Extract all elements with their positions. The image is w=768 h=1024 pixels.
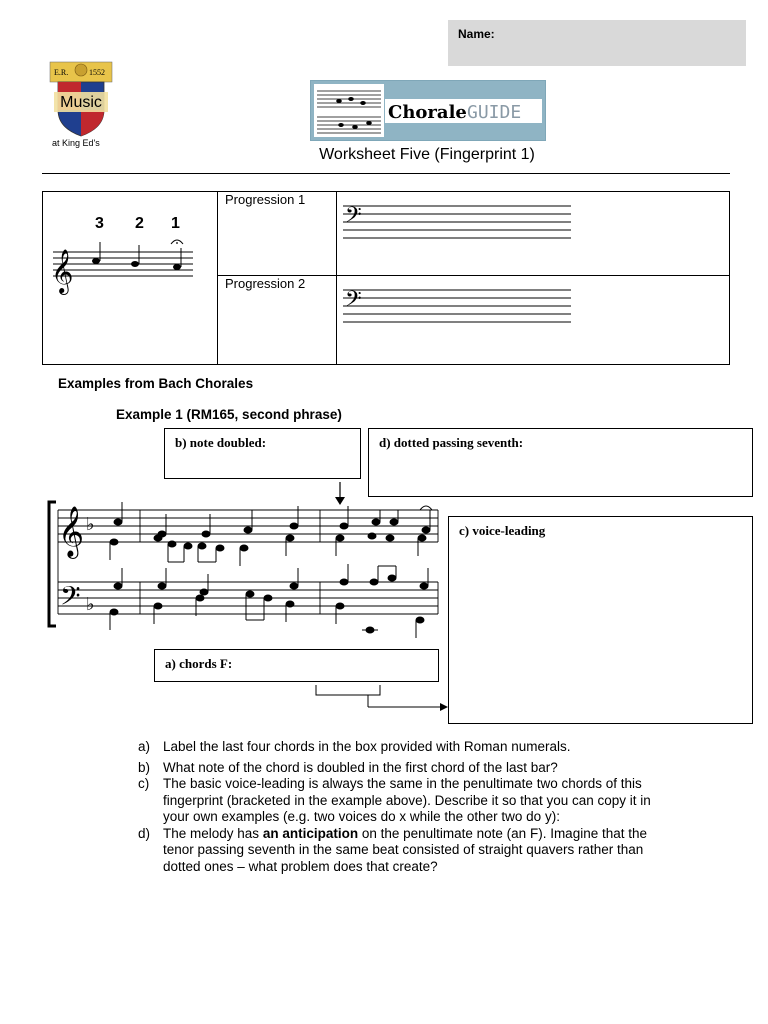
progression-2-label: Progression 2 — [225, 276, 306, 291]
box-b-label: b) note doubled: — [175, 435, 267, 450]
question-letter: c) — [138, 776, 150, 791]
question-a — [138, 739, 658, 756]
question-text-before: The melody has — [163, 825, 263, 841]
flat-icon: ♭ — [86, 594, 95, 615]
name-box[interactable] — [448, 20, 746, 66]
school-crest — [48, 60, 114, 150]
logo-text-a: Chorale — [388, 102, 467, 123]
flat-icon: ♭ — [86, 514, 95, 535]
down-arrow-icon — [335, 497, 345, 505]
examples-heading: Examples from Bach Chorales — [58, 376, 254, 391]
box-d-label: d) dotted passing seventh: — [379, 435, 524, 450]
scale-degree-3: 3 — [95, 215, 104, 232]
crest-subtitle: at King Ed's — [52, 138, 100, 148]
progression-1-bass-staff — [337, 192, 587, 252]
scale-degree-2: 2 — [135, 215, 144, 232]
fingerprint-table — [42, 191, 730, 365]
title-divider — [42, 173, 730, 174]
progression-1-staff-cell[interactable] — [337, 192, 730, 276]
question-text-bold: an anticipation — [262, 825, 359, 841]
progression-2-staff-cell[interactable] — [337, 276, 730, 365]
question-c — [138, 776, 658, 826]
question-letter: b) — [138, 759, 151, 775]
bass-clef-icon: 𝄢 — [345, 287, 362, 317]
progression-1-label-cell — [218, 192, 337, 276]
box-c-voice-leading[interactable] — [448, 516, 753, 724]
crest-title: Music — [60, 94, 102, 111]
worksheet-title: Worksheet Five (Fingerprint 1) — [319, 146, 535, 163]
box-c-label: c) voice-leading — [459, 523, 546, 538]
progression-1-label: Progression 1 — [225, 192, 306, 207]
penultimate-bracket — [310, 683, 450, 715]
question-letter: a) — [138, 739, 151, 754]
question-text-after: on the penultimate note (an F). Imagine that the tenor passing seventh in the same beat consisted of straight quavers rather than dotted ones – what problem does that create? — [163, 825, 648, 874]
box-a-label: a) chords F: — [165, 656, 233, 671]
chorale-example-score — [44, 480, 448, 655]
question-text: Label the last four chords in the box provided with Roman numerals. — [163, 739, 571, 754]
fermata-icon — [420, 506, 432, 510]
progression-2-bass-staff — [337, 276, 587, 336]
crest-year: 1552 — [89, 68, 105, 77]
right-arrow-icon — [440, 703, 448, 711]
question-d — [138, 826, 658, 876]
system-brace — [49, 502, 56, 626]
scale-degree-1: 1 — [171, 215, 180, 232]
logo-text-b: GUIDE — [467, 102, 522, 123]
fingerprint-melody-staff — [43, 192, 217, 359]
question-list — [138, 739, 658, 879]
treble-clef-icon: 𝄞 — [58, 506, 85, 557]
question-letter: d) — [138, 825, 151, 841]
chorale-guide-logo — [310, 80, 546, 141]
question-b — [138, 760, 658, 777]
bass-clef-icon: 𝄢 — [60, 580, 81, 618]
crest-shield-icon — [48, 60, 114, 138]
fingerprint-melody-cell — [43, 192, 218, 365]
name-label: Name: — [458, 27, 495, 41]
crest-initials: E.R. — [54, 68, 69, 77]
treble-clef-icon: 𝄞 — [51, 249, 74, 293]
example-1-heading: Example 1 (RM165, second phrase) — [116, 407, 342, 422]
question-text: The basic voice-leading is always the same in the penultimate two chords of this fingerprint (bracketed in the example above). Describe it so that you can copy it in your own examples (e.g. two voices do x while the other two do y): — [163, 776, 651, 824]
box-b-note-doubled[interactable] — [164, 428, 361, 479]
bass-clef-icon: 𝄢 — [345, 203, 362, 233]
question-text: What note of the chord is doubled in the first chord of the last bar? — [163, 759, 558, 775]
progression-2-label-cell — [218, 276, 337, 365]
